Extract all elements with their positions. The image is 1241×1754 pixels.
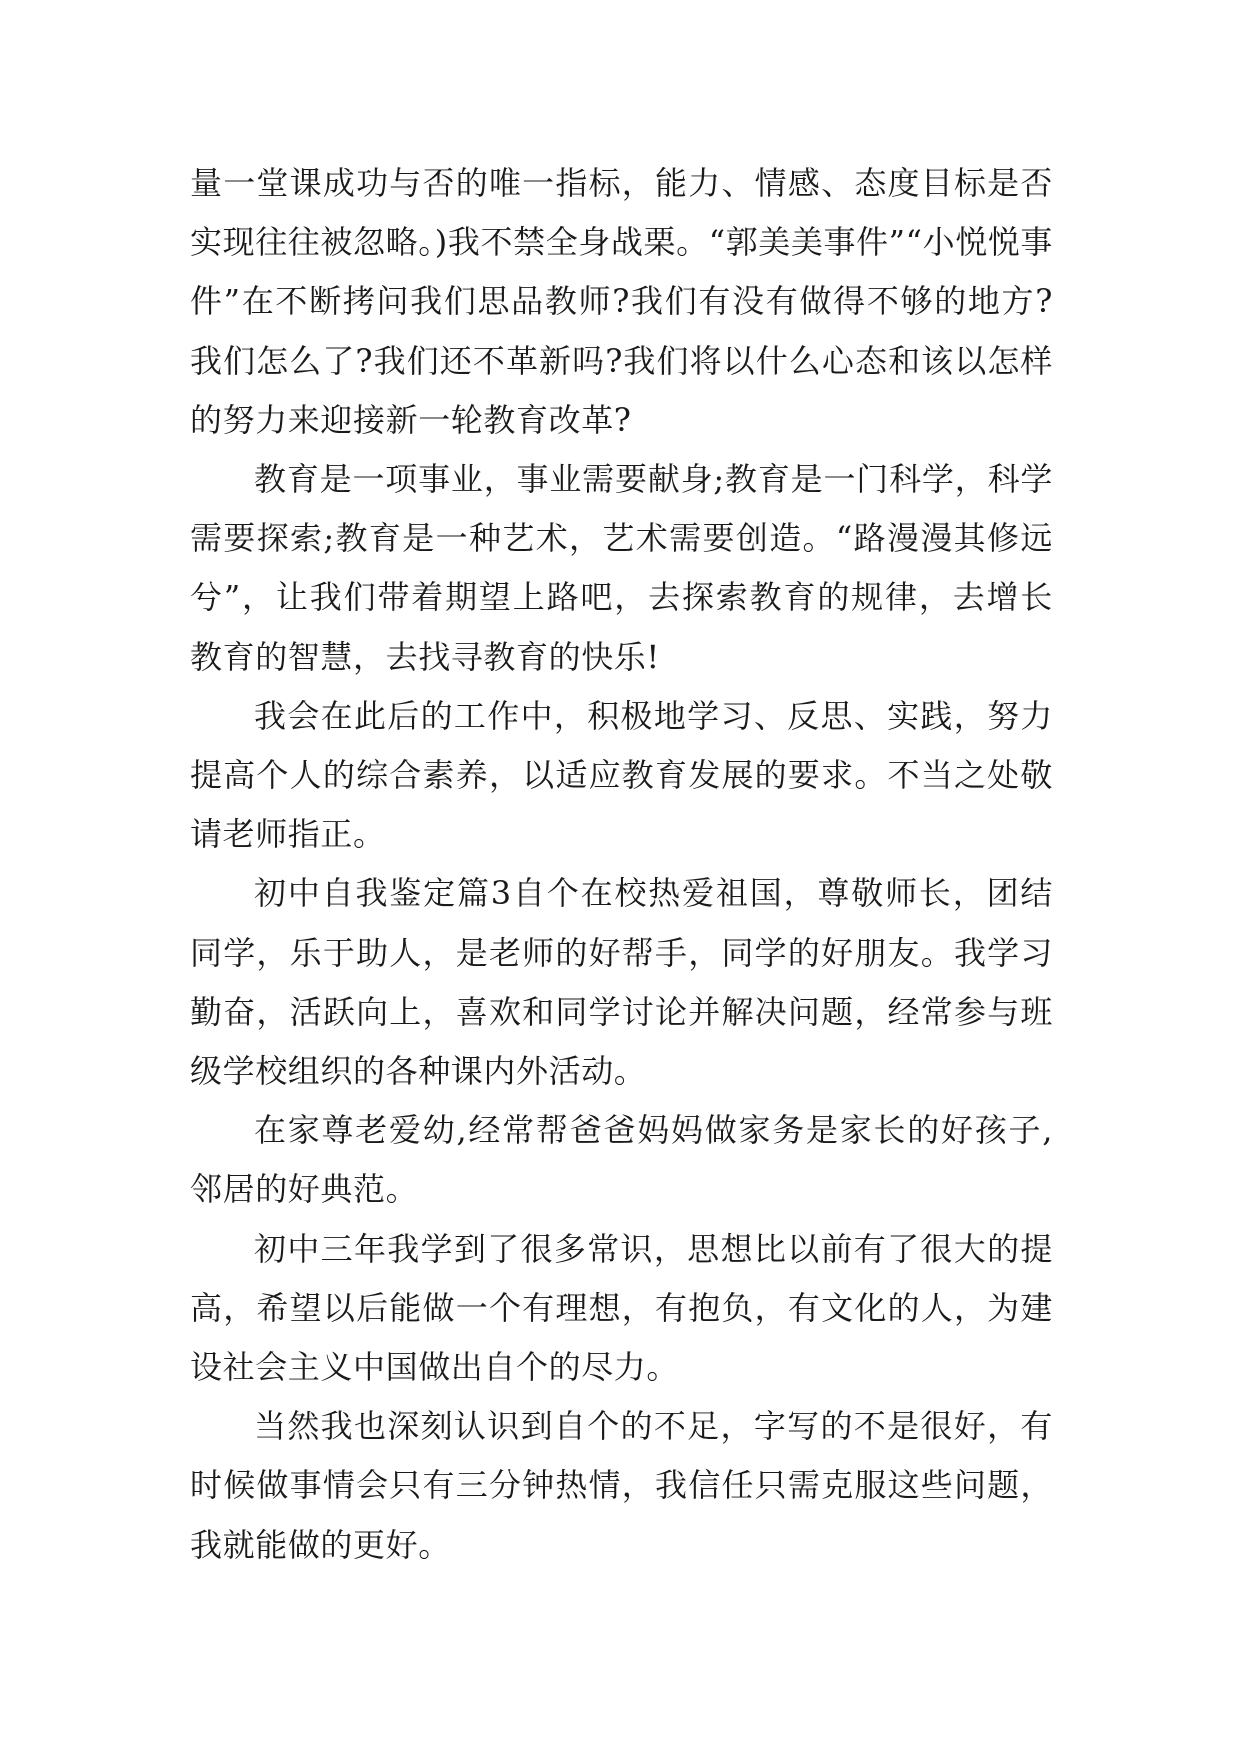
body-text [190, 154, 1053, 1575]
paragraph: 教育是一项事业，事业需要献身;教育是一门科学，科学需要探索;教育是一种艺术，艺术需要创造。“路漫漫其修远兮”，让我们带着期望上路吧，去探索教育的规律，去增长教育的智慧，去找寻教育的快乐! [190, 460, 1053, 676]
paragraph: 我会在此后的工作中，积极地学习、反思、实践，努力提高个人的综合素养，以适应教育发展的要求。不当之处敬请老师指正。 [190, 696, 1053, 854]
paragraph: 初中自我鉴定篇3自个在校热爱祖国，尊敬师长，团结同学，乐于助人，是老师的好帮手，同学的好朋友。我学习勤奋，活跃向上，喜欢和同学讨论并解决问题，经常参与班级学校组织的各种课内外活动。 [190, 874, 1053, 1091]
paragraph: 在家尊老爱幼,经常帮爸爸妈妈做家务是家长的好孩子,邻居的好典范。 [190, 1111, 1053, 1209]
paragraph: 初中三年我学到了很多常识，思想比以前有了很大的提高，希望以后能做一个有理想，有抱负，有文化的人，为建设社会主义中国做出自个的尽力。 [190, 1229, 1053, 1387]
paragraph: 量一堂课成功与否的唯一指标，能力、情感、态度目标是否实现往往被忽略。)我不禁全身战栗。“郭美美事件”“小悦悦事件”在不断拷问我们思品教师?我们有没有做得不够的地方?我们怎么了?我们还不革新吗?我们将以什么心态和该以怎样的努力来迎接新一轮教育改革? [190, 164, 1053, 439]
paragraph: 当然我也深刻认识到自个的不足，字写的不是很好，有时候做事情会只有三分钟热情，我信任只需克服这些问题，我就能做的更好。 [190, 1407, 1053, 1564]
